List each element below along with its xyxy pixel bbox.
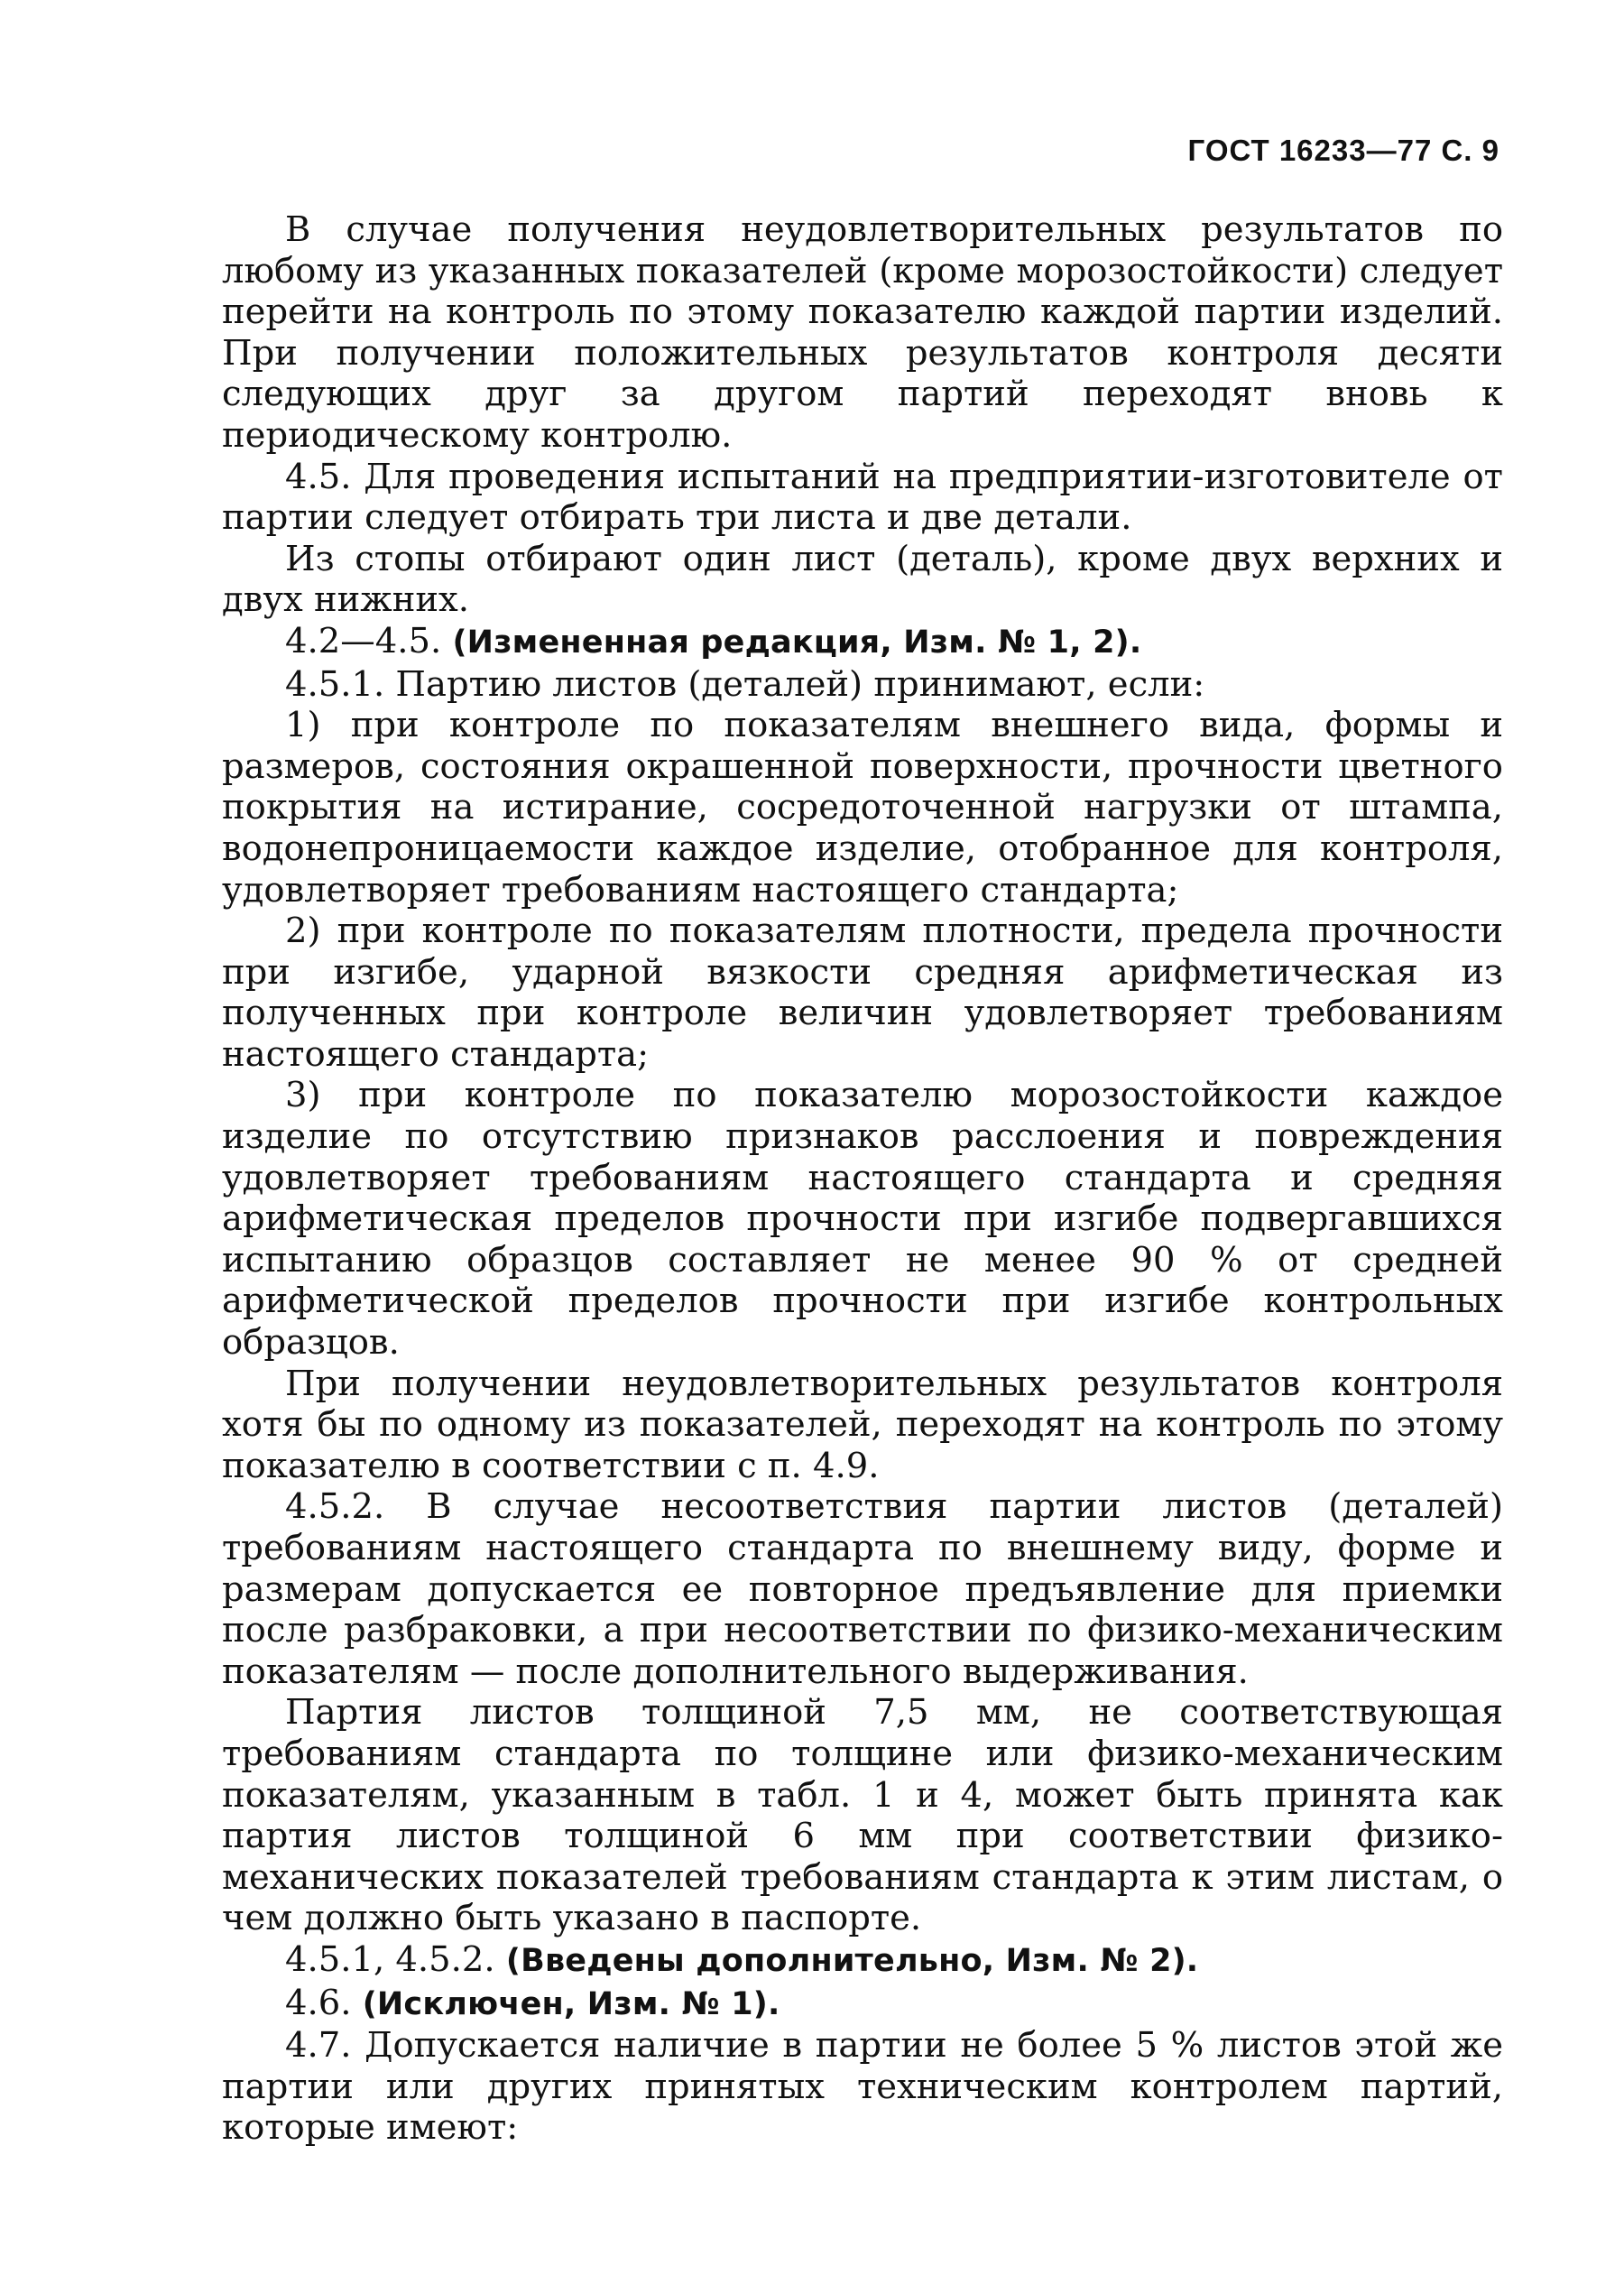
clause-4-5-1: 4.5.1. Партию листов (деталей) принимают, если: (285, 663, 1205, 705)
amendment-text: (Измененная редакция, Изм. № 1, 2). (452, 624, 1142, 661)
clause-number: 4.6. (285, 1982, 352, 2023)
clause-4-7: 4.7. Допускается наличие в партии не более 5 % листов этой же партии или других принятых техническим контролем партий, которые имеют: (222, 2025, 1503, 2149)
amendment-note (222, 1983, 1503, 2026)
list-item: 1) при контроле по показателям внешнего вида, формы и размеров, состояния окрашенной поверхности, прочности цветного покрытия на истирание, сосредоточенной нагрузки от штампа, водонепроницаемости каждое изделие, отобранное для контроля, удовлетворяет требованиям настоящего стандарта; (222, 705, 1503, 911)
list-item: 3) при контроле по показателю морозостойкости каждое изделие по отсутствию признаков расслоения и повреждения удовлетворяет требованиям настоящего стандарта и средняя арифметическая пределов прочности при изгибе подвергавшихся испытанию образцов составляет не менее 90 % от средней арифметической пределов прочности при изгибе контрольных образцов. (222, 1075, 1503, 1364)
paragraph: Партия листов толщиной 7,5 мм, не соответствующая требованиям стандарта по толщине или физико-механическим показателям, указанным в табл. 1 и 4, может быть принята как партия листов толщиной 6 мм при соответствии физико-механических показателей требованиям стандарта к этим листам, о чем должно быть указано в паспорте. (222, 1692, 1503, 1939)
clause-number: 4.2—4.5. (285, 620, 442, 661)
clause-4-5-2: 4.5.2. В случае несоответствия партии листов (деталей) требованиям настоящего стандарта по внешнему виду, форме и размерам допускается ее повторное предъявление для приемки после разбраковки, а при несоответствии по физико-механическим показателям — после дополнительного выдерживания. (222, 1486, 1503, 1692)
amendment-note (222, 1939, 1503, 1983)
paragraph: Из стопы отбирают один лист (деталь), кроме двух верхних и двух нижних. (222, 538, 1503, 621)
clause-number: 4.5.1, 4.5.2. (285, 1938, 495, 1980)
amendment-text: (Введены дополнительно, Изм. № 2). (505, 1942, 1199, 1979)
page-header: ГОСТ 16233—77 С. 9 (1187, 134, 1499, 167)
paragraph: В случае получения неудовлетворительных результатов по любому из указанных показателей (кроме морозостойкости) следует перейти на контроль по этому показателю каждой партии изделий. При получении положительных результатов контроля десяти следующих друг за другом партий переходят вновь к периодическому контролю. (222, 209, 1503, 456)
document-body (222, 209, 1503, 2149)
paragraph: При получении неудовлетворительных результатов контроля хотя бы по одному из показателей, переходят на контроль по этому показателю в соответствии с п. 4.9. (222, 1363, 1503, 1486)
amendment-text: (Исключен, Изм. № 1). (362, 1985, 780, 2022)
list-item: 2) при контроле по показателям плотности, предела прочности при изгибе, ударной вязкости средняя арифметическая из полученных при контроле величин удовлетворяет требованиям настоящего стандарта; (222, 911, 1503, 1075)
amendment-note (222, 621, 1503, 664)
clause-4-5: 4.5. Для проведения испытаний на предприятии-изготовителе от партии следует отбирать три листа и две детали. (222, 456, 1503, 539)
